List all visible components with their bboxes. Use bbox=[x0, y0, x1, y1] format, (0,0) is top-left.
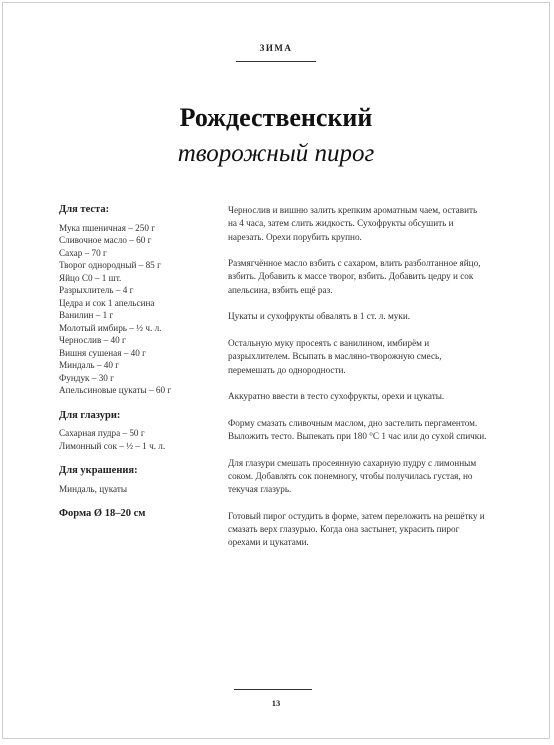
ingredient-item: Молотый имбирь – ½ ч. л. bbox=[59, 322, 162, 333]
page-number: 13 bbox=[271, 698, 281, 708]
ingredient-item: Сливочное масло – 60 г bbox=[59, 235, 152, 245]
ingredient-item: Лимонный сок – ½ – 1 ч. л. bbox=[59, 440, 166, 451]
section-label: ЗИМА bbox=[259, 43, 293, 53]
cookbook-page bbox=[2, 2, 550, 739]
recipe-subtitle: творожный пирог bbox=[177, 140, 375, 167]
instruction-step: Размягчённое масло взбить с сахаром, влить разболтанное яйцо, взбить. Добавить к массе творог, взбить. Добавить цедру и сок апельсина, взбить ещё раз. bbox=[228, 258, 481, 295]
glaze-heading: Для глазури: bbox=[59, 409, 121, 421]
ingredient-item: Вишня сушеная – 40 г bbox=[59, 347, 146, 358]
ingredient-item: Мука пшеничная – 250 г bbox=[59, 222, 156, 233]
ingredient-item: Апельсиновые цукаты – 60 г bbox=[59, 385, 172, 395]
glaze-ingredients bbox=[59, 410, 199, 453]
ingredient-item: Сахарная пудра – 50 г bbox=[59, 428, 145, 438]
decoration-heading: Для украшения: bbox=[59, 465, 138, 476]
instruction-step: Аккуратно ввести в тесто сухофрукты, орехи и цукаты. bbox=[228, 391, 445, 402]
instruction-step: Форму смазать сливочным маслом, дно застелить пергаментом. Выложить тесто. Выпекать при 180 °С 1 час или до сухой спички. bbox=[228, 417, 487, 442]
ingredient-item: Цедра и сок 1 апельсина bbox=[59, 297, 155, 308]
ingredient-item: Ванилин – 1 г bbox=[59, 310, 114, 320]
ingredient-item: Яйцо С0 – 1 шт. bbox=[59, 272, 122, 283]
decoration-ingredients bbox=[59, 465, 199, 495]
ingredient-item: Творог однородный – 85 г bbox=[59, 260, 161, 270]
ingredient-item: Сахар – 70 г bbox=[59, 247, 107, 258]
ingredient-item: Разрыхлитель – 4 г bbox=[59, 285, 134, 295]
ingredients-column bbox=[59, 204, 199, 521]
ingredient-item: Миндаль – 40 г bbox=[59, 360, 120, 370]
instruction-step: Для глазури смешать просеянную сахарную пудру с лимонным соком. Добавлять сок понемногу, чтобы получилась густая, но текучая глазурь. bbox=[228, 457, 477, 495]
ingredient-item: Чернослив – 40 г bbox=[59, 335, 126, 345]
recipe-title: Рождественский bbox=[179, 103, 373, 132]
ingredient-item: Миндаль, цукаты bbox=[59, 483, 128, 494]
instruction-step: Остальную муку просеять с ванилином, имбирём и разрыхлителем. Всыпать в масляно-творожную смесь, перемешать до однородности. bbox=[228, 337, 442, 375]
instruction-step: Чернослив и вишню залить крепким ароматным чаем, оставить на 4 часа, затем слить жидкость. Сухофрукты обсушить и нарезать. Орехи порубить крупно. bbox=[228, 205, 478, 242]
footer-divider bbox=[234, 689, 312, 690]
decoration-list bbox=[59, 483, 199, 496]
dough-ingredients bbox=[59, 204, 199, 397]
instruction-step: Цукаты и сухофрукты обвалять в 1 ст. л. муки. bbox=[228, 311, 411, 322]
instructions-column bbox=[228, 204, 488, 563]
glaze-list bbox=[59, 427, 199, 452]
dough-list bbox=[59, 222, 199, 397]
ingredient-item: Фундук – 30 г bbox=[59, 372, 114, 383]
instruction-step: Готовый пирог остудить в форме, затем переложить на решётку и смазать верх глазурью. Когда она застынет, украсить пирог орехами и цукатами. bbox=[228, 510, 485, 548]
form-size: Форма Ø 18–20 см bbox=[59, 508, 146, 519]
dough-heading: Для теста: bbox=[59, 204, 110, 215]
section-divider bbox=[236, 61, 316, 62]
